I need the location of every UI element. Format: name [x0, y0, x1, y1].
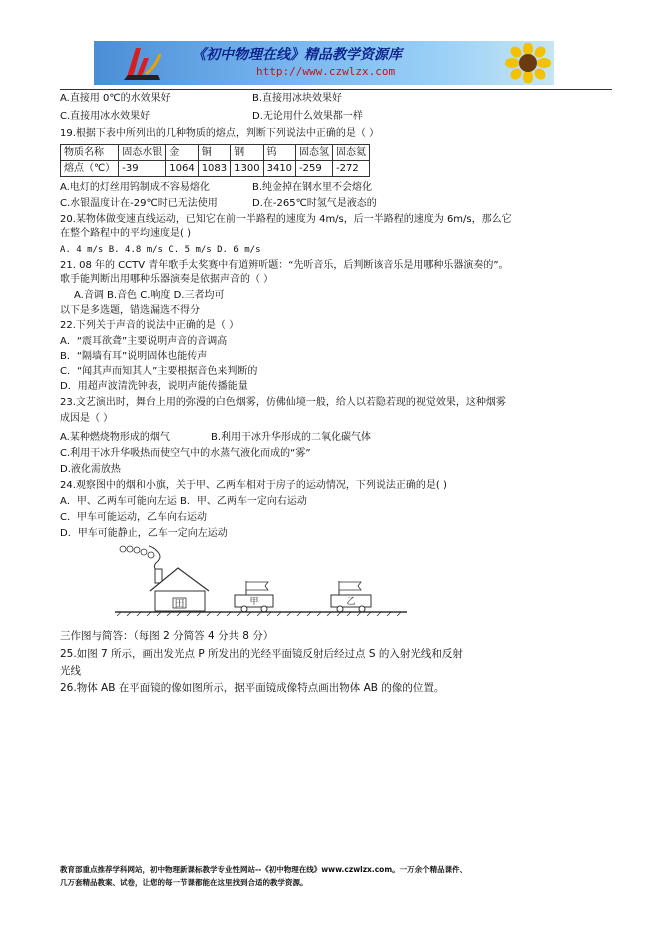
table-cell: -39 — [119, 161, 166, 177]
table-cell: 物质名称 — [61, 145, 119, 161]
table-row — [61, 161, 370, 177]
footer-line-1: 教育部重点推荐学科网站，初中物理新课标教学专业性网站--《初中物理在线》www.czwlzx.com。一万余个精品课件、 — [60, 865, 468, 874]
table-cell: 1064 — [166, 161, 198, 177]
table-cell: 钨 — [263, 145, 295, 161]
question-19: 19.根据下表中所列出的几种物质的熔点，判断下列说法中正确的是（ ） — [60, 128, 380, 139]
car-yi-icon — [331, 581, 371, 612]
melting-point-table — [60, 144, 370, 177]
banner-title: 《初中物理在线》精品教学资源库 — [192, 47, 402, 63]
q22-option-c: C．“闻其声而知其人”主要根据音色来判断的 — [60, 366, 258, 377]
table-cell: 钢 — [231, 145, 263, 161]
option-c: C.直接用冰水效果好 — [60, 111, 151, 122]
car-yi-label: 乙 — [346, 597, 356, 607]
table-row — [61, 145, 370, 161]
question-22: 22.下列关于声音的说法中正确的是（ ） — [60, 320, 240, 331]
house-label: 田 — [174, 599, 185, 610]
question-23-cont: 成因是（ ） — [60, 413, 114, 424]
q19-option-d: D.在-265℃时氢气是液态的 — [252, 198, 377, 209]
q19-option-a: A.电灯的灯丝用钨制成不容易熔化 — [60, 182, 210, 193]
table-cell: 固态氢 — [296, 145, 333, 161]
flag-yi-icon — [339, 582, 361, 590]
q23-option-a: A.某种燃烧物形成的烟气 — [60, 432, 170, 443]
table-cell: 1083 — [198, 161, 230, 177]
multi-choice-note: 以下是多选题，错选漏选不得分 — [60, 305, 200, 316]
question-23: 23.文艺演出时，舞台上用的弥漫的白色烟雾，仿佛仙境一般，给人以若隐若现的视觉效果，这种烟雾 — [60, 397, 506, 408]
table-cell: -259 — [296, 161, 333, 177]
q24-option-ab: A．甲、乙两车可能向左运 B．甲、乙两车一定向右运动 — [60, 496, 307, 507]
house-and-cars-figure — [113, 545, 413, 617]
question-20-cont: 在整个路程中的平均速度是( ) — [60, 228, 191, 239]
option-a: A.直接用 0℃的水效果好 — [60, 93, 171, 104]
question-20-options: A. 4 m/s B. 4.8 m/s C. 5 m/s D. 6 m/s — [60, 245, 261, 255]
q19-option-c: C.水银温度计在-29℃时已无法使用 — [60, 198, 218, 209]
question-26: 26.物体 AB 在平面镜的像如图所示，据平面镜成像特点画出物体 AB 的像的位置。 — [60, 682, 445, 694]
option-b: B.直接用冰块效果好 — [252, 93, 343, 104]
question-25: 25.如图 7 所示，画出发光点 P 所发出的光经平面镜反射后经过点 S 的入射光线和反射 — [60, 648, 463, 660]
question-21-options: A.音调 B.音色 C.响度 D.三者均可 — [74, 290, 225, 301]
option-d: D.无论用什么效果都一样 — [252, 111, 363, 122]
question-20: 20.某物体做变速直线运动，已知它在前一半路程的速度为 4m/s，后一半路程的速度为 6m/s，那么它 — [60, 214, 512, 225]
q22-option-b: B．“隔墙有耳”说明固体也能传声 — [60, 351, 208, 362]
banner-url[interactable]: http://www.czwlzx.com — [256, 65, 396, 78]
table-cell: 金 — [166, 145, 198, 161]
question-21-cont: 歌手能判断出用哪种乐器演奏是依据声音的（ ） — [60, 274, 274, 285]
car-jia-icon — [235, 581, 273, 612]
q22-option-a: A．“震耳欲聋”主要说明声音的音调高 — [60, 336, 228, 347]
q23-option-d: D.液化需放热 — [60, 464, 121, 475]
question-24: 24.观察图中的烟和小旗，关于甲、乙两车相对于房子的运动情况，下列说法正确的是( ) — [60, 480, 447, 491]
table-cell: 3410 — [263, 161, 295, 177]
table-cell: 固态水银 — [119, 145, 166, 161]
table-cell: 固态氦 — [333, 145, 370, 161]
q23-option-c: C.利用干冰升华吸热而使空气中的水蒸气液化而成的“雾” — [60, 448, 311, 459]
house-icon — [150, 568, 209, 611]
table-cell: 1300 — [231, 161, 263, 177]
q22-option-d: D．用超声波清洗钟表，说明声能传播能量 — [60, 381, 248, 392]
header-rule — [60, 89, 612, 90]
table-cell: 铜 — [198, 145, 230, 161]
table-cell: -272 — [333, 161, 370, 177]
table-cell: 熔点（℃） — [61, 161, 119, 177]
q24-option-c: C．甲车可能运动，乙车向右运动 — [60, 512, 207, 523]
car-jia-label: 甲 — [249, 597, 259, 607]
header-banner — [94, 41, 554, 85]
q19-option-b: B.纯金掉在钢水里不会熔化 — [252, 182, 373, 193]
q24-option-d: D．甲车可能静止，乙车一定向左运动 — [60, 528, 228, 539]
question-25-cont: 光线 — [60, 665, 81, 677]
question-21: 21. 08 年的 CCTV 青年歌手太奖赛中有道辨听题：“先听音乐，后判断该音乐是用哪种乐器演奏的”。 — [60, 260, 509, 271]
flag-jia-icon — [246, 582, 268, 590]
logo-icon — [122, 44, 162, 82]
q23-option-b: B.利用干冰升华形成的二氧化碳气体 — [211, 432, 372, 443]
sunflower-icon — [504, 43, 552, 83]
section-3-heading: 三作图与简答：（每图 2 分简答 4 分共 8 分） — [60, 630, 274, 642]
footer-line-2: 几万套精品教案、试卷，让您的每一节课都能在这里找到合适的教学资源。 — [60, 878, 308, 887]
